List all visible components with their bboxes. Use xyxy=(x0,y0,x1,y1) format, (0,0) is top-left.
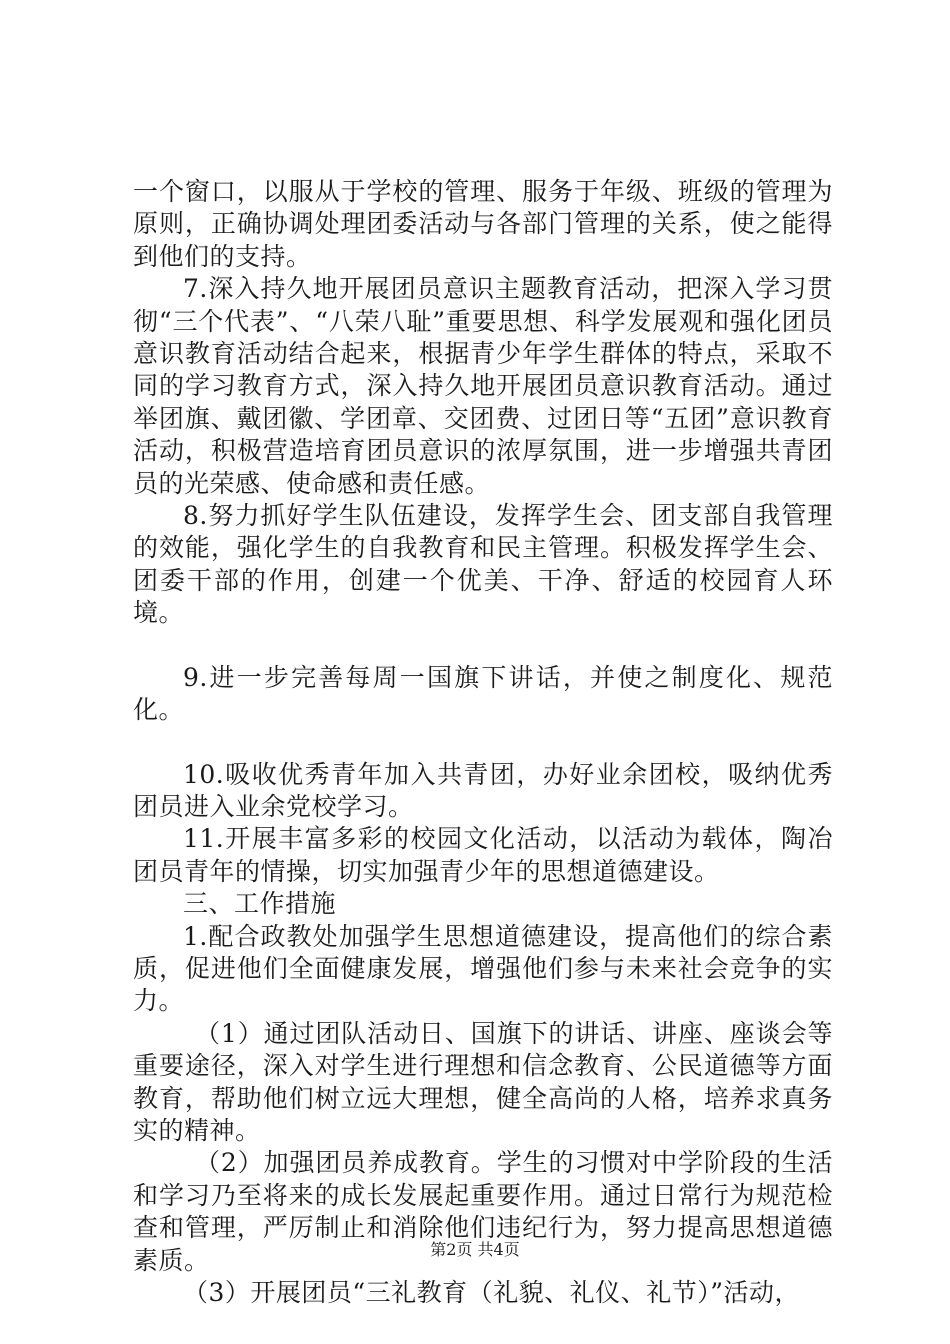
page-indicator: 第2页 共4页 xyxy=(430,1240,520,1259)
paragraph-item-7: 7.深入持久地开展团员意识主题教育活动，把深入学习贯彻“三个代表”、“八荣八耻”重要思想、科学发展观和强化团员意识教育活动结合起来，根据青少年学生群体的特点，采取不同的学习教育方式，深入持久地开展团员意识教育活动。通过举团旗、戴团徽、学团章、交团费、过团日等“五团”意识教育活动，积极营造培育团员意识的浓厚氛围，进一步增强共青团员的光荣感、使命感和责任感。 xyxy=(133,274,833,498)
section-heading-work-measures: 三、工作措施 xyxy=(183,889,337,919)
paragraph-item-10: 10.吸收优秀青年加入共青团，办好业余团校，吸纳优秀团员进入业余党校学习。 xyxy=(133,759,833,821)
paragraph-subitem-2: （2）加强团员养成教育。学生的习惯对中学阶段的生活和学习乃至将来的成长发展起重要作用。通过日常行为规范检查和管理，严厉制止和消除他们违纪行为，努力提高思想道德素质。 xyxy=(133,1148,833,1275)
paragraph-measure-1: 1.配合政教处加强学生思想道德建设，提高他们的综合素质，促进他们全面健康发展，增强他们参与未来社会竞争的实力。 xyxy=(133,921,833,1016)
paragraph-item-8: 8.努力抓好学生队伍建设，发挥学生会、团支部自我管理的效能，强化学生的自我教育和民主管理。积极发挥学生会、团委干部的作用，创建一个优美、干净、舒适的校园育人环境。 xyxy=(133,501,833,628)
paragraph-subitem-3: （3）开展团员“三礼教育（礼貌、礼仪、礼节）”活动， xyxy=(183,1278,800,1307)
document-body xyxy=(133,176,833,1309)
paragraph-subitem-1: （1）通过团队活动日、国旗下的讲话、讲座、座谈会等重要途径，深入对学生进行理想和信念教育、公民道德等方面教育，帮助他们树立远大理想，健全高尚的人格，培养求真务实的精神。 xyxy=(133,1018,833,1145)
paragraph-item-9: 9.进一步完善每周一国旗下讲话，并使之制度化、规范化。 xyxy=(133,662,833,725)
paragraph-item-11: 11.开展丰富多彩的校园文化活动，以活动为载体，陶冶团员青年的情操，切实加强青少年的思想道德建设。 xyxy=(133,824,833,886)
page-footer xyxy=(0,1240,950,1260)
paragraph-continuation: 一个窗口，以服从于学校的管理、服务于年级、班级的管理为原则，正确协调处理团委活动与各部门管理的关系，使之能得到他们的支持。 xyxy=(133,177,833,271)
